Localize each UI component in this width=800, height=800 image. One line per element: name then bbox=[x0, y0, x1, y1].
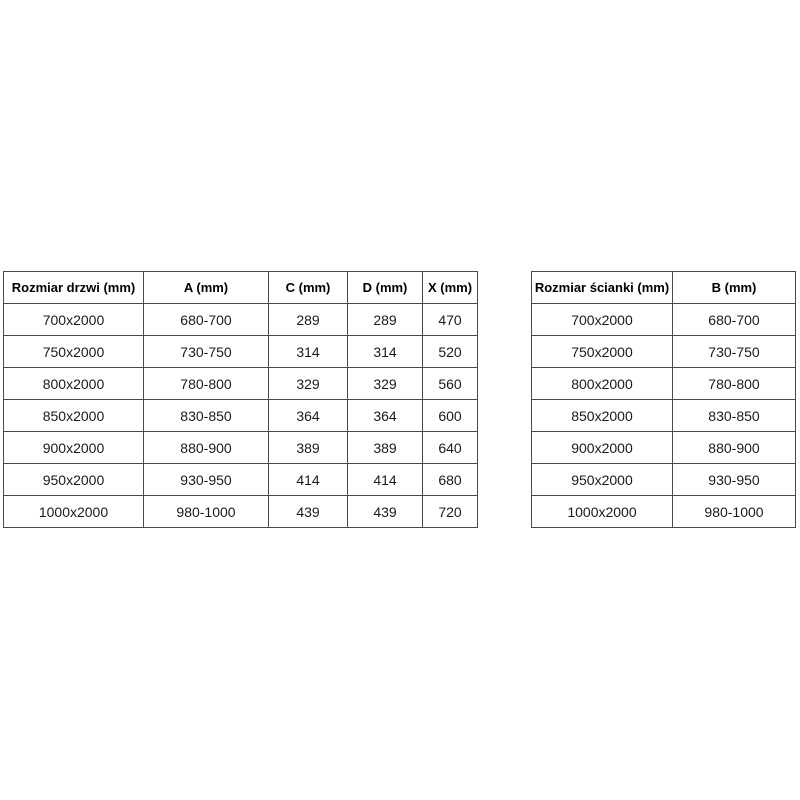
table-cell: 830-850 bbox=[144, 400, 269, 432]
table-cell: 850x2000 bbox=[532, 400, 673, 432]
table-cell: 900x2000 bbox=[4, 432, 144, 464]
header-row bbox=[4, 272, 478, 304]
column-header: X (mm) bbox=[423, 272, 478, 304]
table-cell: 364 bbox=[269, 400, 348, 432]
table-cell: 470 bbox=[423, 304, 478, 336]
table-cell: 750x2000 bbox=[4, 336, 144, 368]
table-cell: 414 bbox=[269, 464, 348, 496]
table-cell: 880-900 bbox=[673, 432, 796, 464]
table-cell: 680-700 bbox=[144, 304, 269, 336]
table-row bbox=[4, 432, 478, 464]
table-cell: 750x2000 bbox=[532, 336, 673, 368]
table-cell: 930-950 bbox=[673, 464, 796, 496]
door-size-table-grid bbox=[3, 271, 478, 528]
table-row bbox=[532, 336, 796, 368]
table-row bbox=[4, 464, 478, 496]
table-cell: 680-700 bbox=[673, 304, 796, 336]
table-cell: 289 bbox=[348, 304, 423, 336]
table-cell: 780-800 bbox=[673, 368, 796, 400]
table-cell: 389 bbox=[269, 432, 348, 464]
table-body bbox=[4, 304, 478, 528]
table-cell: 730-750 bbox=[144, 336, 269, 368]
table-body bbox=[532, 304, 796, 528]
table-cell: 439 bbox=[269, 496, 348, 528]
table-cell: 560 bbox=[423, 368, 478, 400]
table-cell: 1000x2000 bbox=[4, 496, 144, 528]
table-header bbox=[532, 272, 796, 304]
table-row bbox=[4, 496, 478, 528]
table-cell: 680 bbox=[423, 464, 478, 496]
table-row bbox=[532, 368, 796, 400]
table-cell: 850x2000 bbox=[4, 400, 144, 432]
table-row bbox=[532, 400, 796, 432]
table-cell: 830-850 bbox=[673, 400, 796, 432]
table-cell: 730-750 bbox=[673, 336, 796, 368]
table-cell: 520 bbox=[423, 336, 478, 368]
table-cell: 950x2000 bbox=[532, 464, 673, 496]
table-row bbox=[4, 336, 478, 368]
wall-size-table bbox=[531, 271, 795, 528]
table-row bbox=[4, 304, 478, 336]
table-row bbox=[532, 304, 796, 336]
table-row bbox=[532, 464, 796, 496]
table-cell: 1000x2000 bbox=[532, 496, 673, 528]
table-cell: 800x2000 bbox=[532, 368, 673, 400]
column-header: A (mm) bbox=[144, 272, 269, 304]
table-cell: 600 bbox=[423, 400, 478, 432]
column-header: B (mm) bbox=[673, 272, 796, 304]
column-header: Rozmiar ścianki (mm) bbox=[532, 272, 673, 304]
table-cell: 329 bbox=[348, 368, 423, 400]
table-cell: 389 bbox=[348, 432, 423, 464]
table-cell: 980-1000 bbox=[144, 496, 269, 528]
table-cell: 439 bbox=[348, 496, 423, 528]
door-size-table bbox=[3, 271, 477, 528]
table-row bbox=[532, 432, 796, 464]
table-cell: 700x2000 bbox=[4, 304, 144, 336]
table-cell: 414 bbox=[348, 464, 423, 496]
table-cell: 950x2000 bbox=[4, 464, 144, 496]
table-cell: 900x2000 bbox=[532, 432, 673, 464]
table-row bbox=[4, 400, 478, 432]
table-row bbox=[532, 496, 796, 528]
table-cell: 980-1000 bbox=[673, 496, 796, 528]
table-cell: 314 bbox=[348, 336, 423, 368]
wall-size-table-grid bbox=[531, 271, 796, 528]
table-cell: 780-800 bbox=[144, 368, 269, 400]
table-cell: 364 bbox=[348, 400, 423, 432]
table-cell: 640 bbox=[423, 432, 478, 464]
table-header bbox=[4, 272, 478, 304]
table-cell: 700x2000 bbox=[532, 304, 673, 336]
table-cell: 720 bbox=[423, 496, 478, 528]
table-cell: 880-900 bbox=[144, 432, 269, 464]
column-header: D (mm) bbox=[348, 272, 423, 304]
table-cell: 800x2000 bbox=[4, 368, 144, 400]
header-row bbox=[532, 272, 796, 304]
column-header: C (mm) bbox=[269, 272, 348, 304]
table-cell: 289 bbox=[269, 304, 348, 336]
table-cell: 314 bbox=[269, 336, 348, 368]
table-row bbox=[4, 368, 478, 400]
column-header: Rozmiar drzwi (mm) bbox=[4, 272, 144, 304]
table-cell: 930-950 bbox=[144, 464, 269, 496]
table-cell: 329 bbox=[269, 368, 348, 400]
